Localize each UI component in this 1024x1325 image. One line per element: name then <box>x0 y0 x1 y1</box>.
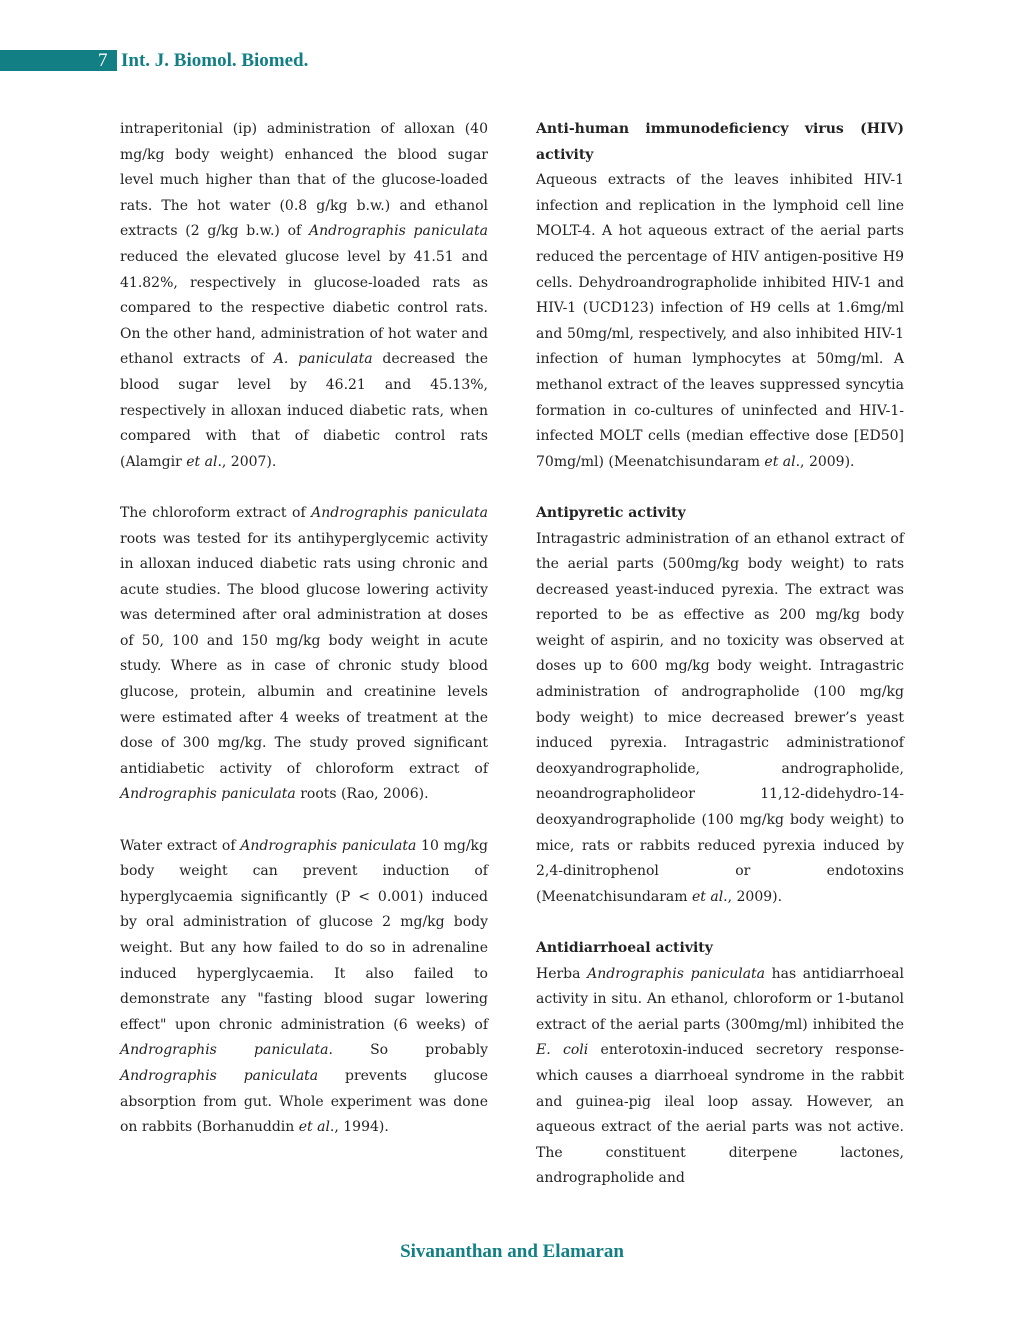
right-column <box>536 117 904 1192</box>
left-column <box>120 117 488 1141</box>
heading-hiv: Anti-human immunodeficiency virus (HIV) activity <box>536 121 904 163</box>
section-antipyretic <box>536 501 904 911</box>
page-number: 7 <box>98 50 108 71</box>
paragraph-chloroform-extract: The chloroform extract of Andrographis paniculata roots was tested for its antihyperglycemic activity in alloxan induced diabetic rats using chronic and acute studies. The blood glucose lowering activity was determined after oral administration at doses of 50, 100 and 150 mg/kg body weight in acute study. Where as in case of chronic study blood glucose, protein, albumin and creatinine levels were estimated after 4 weeks of treatment at the dose of 300 mg/kg. The study proved significant antidiabetic activity of chloroform extract of Andrographis paniculata roots (Rao, 2006). <box>120 504 488 803</box>
paragraph-hiv: Aqueous extracts of the leaves inhibited HIV-1 infection and replication in the lymphoid cell line MOLT-4. A hot aqueous extract of the aerial parts reduced the percentage of HIV antigen-positive H9 cells. Dehydroandrographolide inhibited HIV-1 and HIV-1 (UCD123) infection of H9 cells at 1.6mg/ml and 50mg/ml, respectively, and also inhibited HIV-1 infection of human lymphocytes at 50mg/ml. A methanol extract of the leaves suppressed syncytia formation in co-cultures of uninfected and HIV-1-infected MOLT cells (median effective dose [ED50] 70mg/ml) (Meenatchisundaram et al., 2009). <box>536 172 904 470</box>
journal-title: Int. J. Biomol. Biomed. <box>121 50 309 71</box>
heading-antidiarrhoeal: Antidiarrhoeal activity <box>536 940 713 956</box>
section-hiv <box>536 117 904 475</box>
footer-authors: Sivananthan and Elamaran <box>400 1241 624 1262</box>
section-antidiarrhoeal <box>536 936 904 1192</box>
paragraph-antidiarrhoeal: Herba Andrographis paniculata has antidiarrhoeal activity in situ. An ethanol, chloroform or 1-butanol extract of the aerial parts (300mg/ml) inhibited the E. coli enterotoxin-induced secretory response-which causes a diarrhoeal syndrome in the rabbit and guinea-pig ileal loop assay. However, an aqueous extract of the aerial parts was not active. The constituent diterpene lactones, andrographolide and <box>536 965 904 1187</box>
paragraph-water-extract: Water extract of Andrographis paniculata 10 mg/kg body weight can prevent induction of hyperglycaemia significantly (P < 0.001) induced by oral administration of glucose 2 mg/kg body weight. But any how failed to do so in adrenaline induced hyperglycaemia. It also failed to demonstrate any "fasting blood sugar lowering effect" upon chronic administration (6 weeks) of Andrographis paniculata. So probably Andrographis paniculata prevents glucose absorption from gut. Whole experiment was done on rabbits (Borhanuddin et al., 1994). <box>120 837 488 1136</box>
paragraph-alloxan: intraperitonial (ip) administration of alloxan (40 mg/kg body weight) enhanced the blood sugar level much higher than that of the glucose-loaded rats. The hot water (0.8 g/kg b.w.) and ethanol extracts (2 g/kg b.w.) of Andrographis paniculata reduced the elevated glucose level by 41.51 and 41.82%, respectively in glucose-loaded rats as compared to the respective diabetic control rats. On the other hand, administration of hot water and ethanol extracts of A. paniculata decreased the blood sugar level by 46.21 and 45.13%, respectively in alloxan induced diabetic rats, when compared with that of diabetic control rats (Alamgir et al., 2007). <box>120 121 489 470</box>
paragraph-antipyretic: Intragastric administration of an ethanol extract of the aerial parts (500mg/kg body weight) to rats decreased yeast-induced pyrexia. The extract was reported to be as effective as 200 mg/kg body weight of aspirin, and no toxicity was observed at doses up to 600 mg/kg body weight. Intragastric administration of andrographolide (100 mg/kg body weight) to mice decreased brewer’s yeast induced pyrexia. Intragastric administrationof deoxyandrographolide, andrographolide, neoandrographolideor 11,12-didehydro-14-deoxyandrographolide (100 mg/kg body weight) to mice, rats or rabbits reduced pyrexia induced by 2,4-dinitrophenol or endotoxins (Meenatchisundaram et al., 2009). <box>536 530 904 905</box>
heading-antipyretic: Antipyretic activity <box>536 504 686 521</box>
